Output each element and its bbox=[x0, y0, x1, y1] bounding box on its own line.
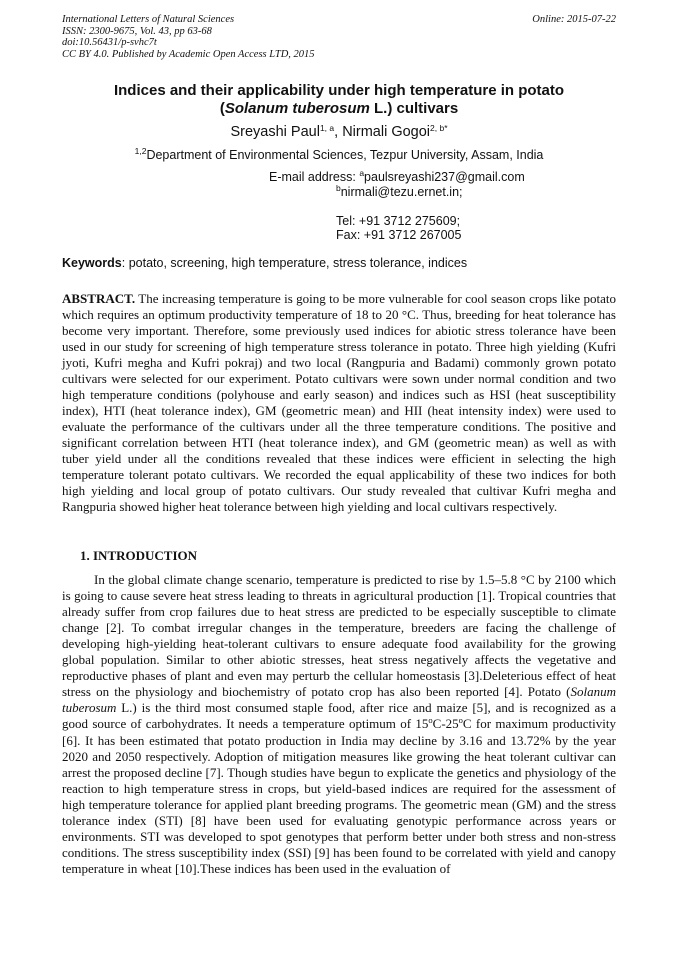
introduction-paragraph bbox=[62, 572, 616, 877]
author-1: Sreyashi Paul bbox=[230, 124, 320, 140]
title-line-2 bbox=[62, 100, 616, 118]
author-list bbox=[62, 124, 616, 142]
title-paren: ( bbox=[219, 100, 225, 117]
intro-text-c: C-25 bbox=[432, 716, 459, 731]
paper-title bbox=[62, 82, 616, 118]
title-species: Solanum tuberosum bbox=[224, 100, 370, 117]
journal-header bbox=[62, 14, 616, 60]
title-line-1: Indices and their applicability under high temperature in potato bbox=[113, 82, 565, 99]
doi-line: doi:10.56431/p-svhc7t bbox=[62, 37, 157, 48]
section-heading-introduction: 1. INTRODUCTION bbox=[80, 548, 198, 563]
author-separator: , bbox=[334, 124, 343, 140]
affiliation bbox=[62, 148, 616, 164]
email-b-marker: b bbox=[336, 183, 341, 193]
affiliation-text: Department of Environmental Sciences, Tezpur University, Assam, India bbox=[146, 148, 544, 162]
keywords bbox=[62, 256, 616, 271]
degree-mark-2: o bbox=[458, 715, 463, 725]
journal-name: International Letters of Natural Sciences bbox=[62, 14, 235, 25]
degree-mark-1: o bbox=[428, 715, 433, 725]
email-a-address[interactable]: paulsreyashi237@gmail.com bbox=[364, 170, 525, 184]
license-line: CC BY 4.0. Published by Academic Open Access LTD, 2015 bbox=[62, 48, 315, 60]
issn-line: ISSN: 2300-9675, Vol. 43, pp 63-68 bbox=[62, 25, 212, 37]
intro-species: Solanum tuberosum bbox=[62, 684, 616, 715]
email-label: E-mail address: bbox=[269, 170, 360, 184]
email-a-marker: a bbox=[359, 168, 365, 178]
affiliation-marker: 1,2 bbox=[134, 146, 147, 156]
abstract-label: ABSTRACT. bbox=[62, 291, 136, 306]
author-1-affil: 1, a bbox=[319, 123, 335, 133]
fax-line: Fax: +91 3712 267005 bbox=[336, 228, 462, 242]
tel-line: Tel: +91 3712 275609; bbox=[336, 214, 461, 228]
abstract-text: The increasing temperature is going to be more vulnerable for cool season crops like potato which requires an optimum productivity temperature of 18 to 20 °C. Thus, breeding for heat tolerance has become very important. Therefore, some previously used indices for abiotic stress tolerance have been used in our study for screening of high temperature stress tolerance in potato. Three high yielding (Kufri jyoti, Kufri megha and Kufri pokraj) and two local (Rangpuria and Badami) commonly grown potato cultivars were selected for our experiment. Potato cultivars were sown under normal condition and two high temperature conditions (polyhouse and early season) and indices such as HSI (heat susceptibility index), HTI (heat tolerance index), GM (geometric mean) and HII (heat intensity index) were used to evaluate the performance of the cultivars under all the three temperature conditions. The positive and significant correlation between HTI (heat tolerance index), and GM (geometric mean) as well as with tuber yield under all the conditions revealed that these indices were efficient in selecting the high temperature tolerant potato cultivars. We recorded the equal applicability of these two indices for both high yielding and local group of potato cultivars. Our study revealed that cultivar Kufri megha and Rangpuria showed higher heat tolerance between high yielding and local cultivars respectively. bbox=[62, 291, 616, 514]
intro-text-b: L.) is the third most consumed staple food, after rice and maize [5], and is recognized as a good source of carbohydrates. It needs a temperature optimum of 15 bbox=[62, 700, 616, 731]
keywords-text: potato, screening, high temperature, stress tolerance, indices bbox=[128, 256, 468, 270]
contact-block bbox=[62, 170, 616, 242]
author-2: Nirmali Gogoi bbox=[342, 124, 431, 140]
online-date: Online: 2015-07-22 bbox=[532, 14, 616, 25]
intro-text-a: In the global climate change scenario, temperature is predicted to rise by 1.5–5.8 °C by 2100 which is going to cause severe heat stress leading to threats in agricultural production [1]. Tropical countries that already suffer from crop failures due to heat stress are predicted to be especially susceptible to climate change [2]. To combat irregular changes in the temperature, breeders are facing the challenge of developing high-yielding heat-tolerant cultivars to ensure adequate food availability for the growing global population. Similar to other abiotic stresses, heat stress negatively affects the vegetative and reproductive phases of plant and even may perturb the cellular homeostasis [3].Deleterious effect of heat stress on the physiology and biochemistry of potato crop has also been reported [4]. Potato ( bbox=[62, 572, 616, 699]
author-2-affil: 2, b* bbox=[430, 123, 448, 133]
title-rest: L.) cultivars bbox=[369, 100, 459, 117]
email-b-address[interactable]: nirmali@tezu.ernet.in; bbox=[340, 185, 463, 199]
email-line-b bbox=[336, 185, 678, 200]
keywords-colon: : bbox=[121, 256, 129, 270]
keywords-label: Keywords bbox=[62, 256, 122, 270]
email-line-a bbox=[269, 170, 678, 185]
abstract bbox=[62, 291, 616, 515]
intro-text-d: C for maximum productivity [6]. It has been estimated that potato production in India may decline by 3.16 and 13.72% by the year 2020 and 2050 respectively. Adoption of mitigation measures like growing the heat tolerant cultivar can arrest the proposed decline [7]. Though studies have begun to explicate the genetics and physiology of the reaction to high temperature stress in crops, but yield-based indices are required for the assessment of high temperature tolerance for applied plant breeding programs. The geometric mean (GM) and the stress tolerance index (STI) [8] have been used for evaluating genotypic performance across years or environments. STI was developed to spot genotypes that perform better under both stress and non-stress conditions. The stress susceptibility index (SSI) [9] has been found to be correlated with yield and canopy temperature in wheat [10].These indices has been used in the evaluation of bbox=[62, 716, 616, 876]
